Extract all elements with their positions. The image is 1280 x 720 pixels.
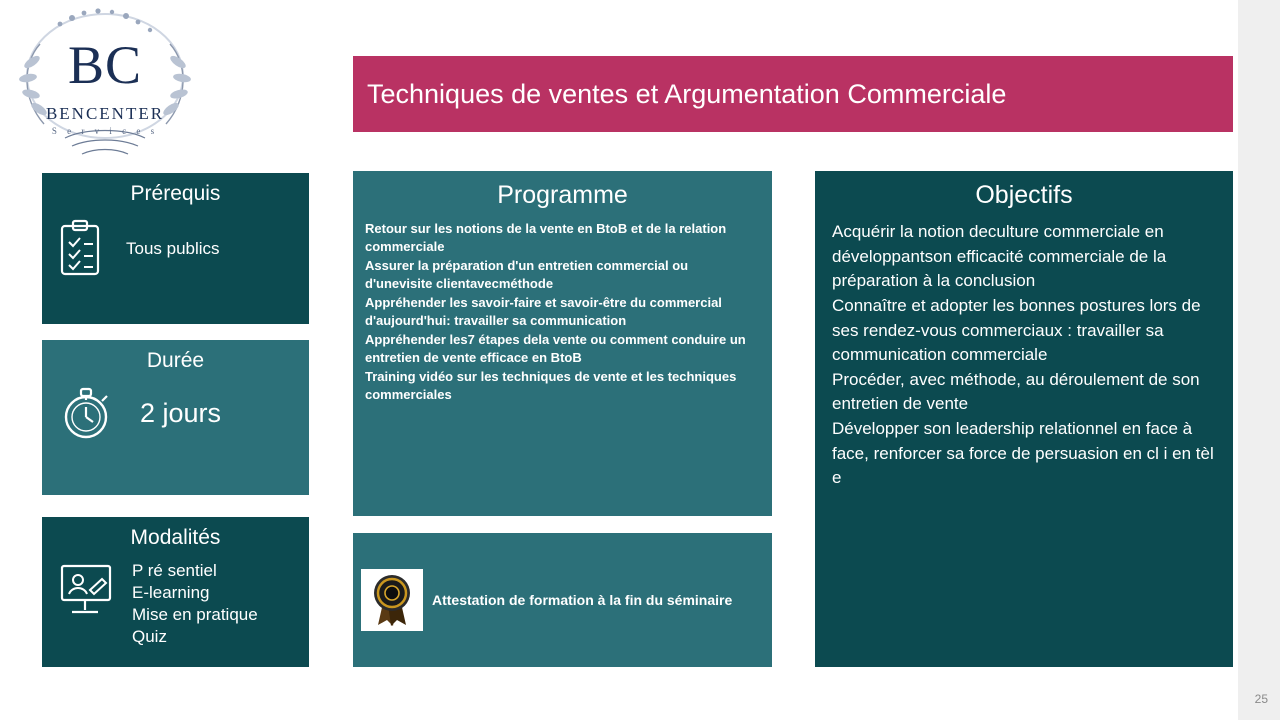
list-item: Développer son leadership relationnel en face à face, renforcer sa force de persuasion en cl i en tèl e [832,419,1214,488]
objectives-panel [815,171,1233,667]
logo-initials: BC [67,35,143,95]
company-logo [10,4,200,164]
list-item: Training vidéo sur les techniques de vente et les techniques commerciales [365,368,737,403]
prerequisites-panel [42,173,309,324]
stopwatch-icon [58,381,114,445]
list-item: Quiz [132,627,167,647]
list-item: Acquérir la notion deculture commerciale en développantson efficacité commerciale de la préparation à la conclusion [832,222,1167,291]
list-item: Mise en pratique [132,605,258,625]
list-item: P ré sentiel [132,561,217,580]
programme-heading: Programme [497,181,628,209]
objectives-list [815,210,1233,491]
checklist-icon [56,218,104,280]
page-title: Techniques de ventes et Argumentation Commerciale [367,78,1007,109]
duration-heading: Durée [146,349,205,372]
programme-list [353,210,772,405]
list-item: Connaître et adopter les bonnes postures lors de ses rendez-vous commerciaux : travailler sa communication commerciale [832,295,1201,365]
page-number: 25 [1254,692,1268,706]
medal-icon [361,569,423,631]
prerequisites-value: Tous publics [126,239,220,258]
list-item: Appréhender les savoir-faire et savoir-être du commercial d'aujourd'hui: travailler sa communication [365,294,722,329]
list-item: E-learning [132,583,210,603]
duration-value: 2 jours [140,397,222,428]
attestation-text: Attestation de formation à la fin du séminaire [432,592,733,608]
list-item: Retour sur les notions de la vente en BtoB et de la relation commerciale [365,221,727,255]
slide-title-bar [353,56,1233,132]
objectives-heading: Objectifs [975,181,1073,209]
prerequisites-heading: Prérequis [130,182,221,205]
modalities-panel [42,517,309,667]
duration-panel [42,340,309,495]
right-margin-strip [1238,0,1280,720]
attestation-panel [353,533,772,667]
list-item: Assurer la préparation d'un entretien commercial ou d'unevisite clientavecméthode [365,257,689,292]
logo-company-name: BENCENTER [45,104,165,123]
modalities-heading: Modalités [130,526,221,549]
list-item: Appréhender les7 étapes dela vente ou comment conduire un entretien de vente efficace en BtoB [365,331,746,366]
programme-panel [353,171,772,516]
list-item: Procéder, avec méthode, au déroulement de son entretien de vente [832,369,1200,414]
modalities-list [132,560,258,648]
presentation-board-icon [54,560,116,618]
logo-tagline: S e r v i c e s [51,126,159,136]
